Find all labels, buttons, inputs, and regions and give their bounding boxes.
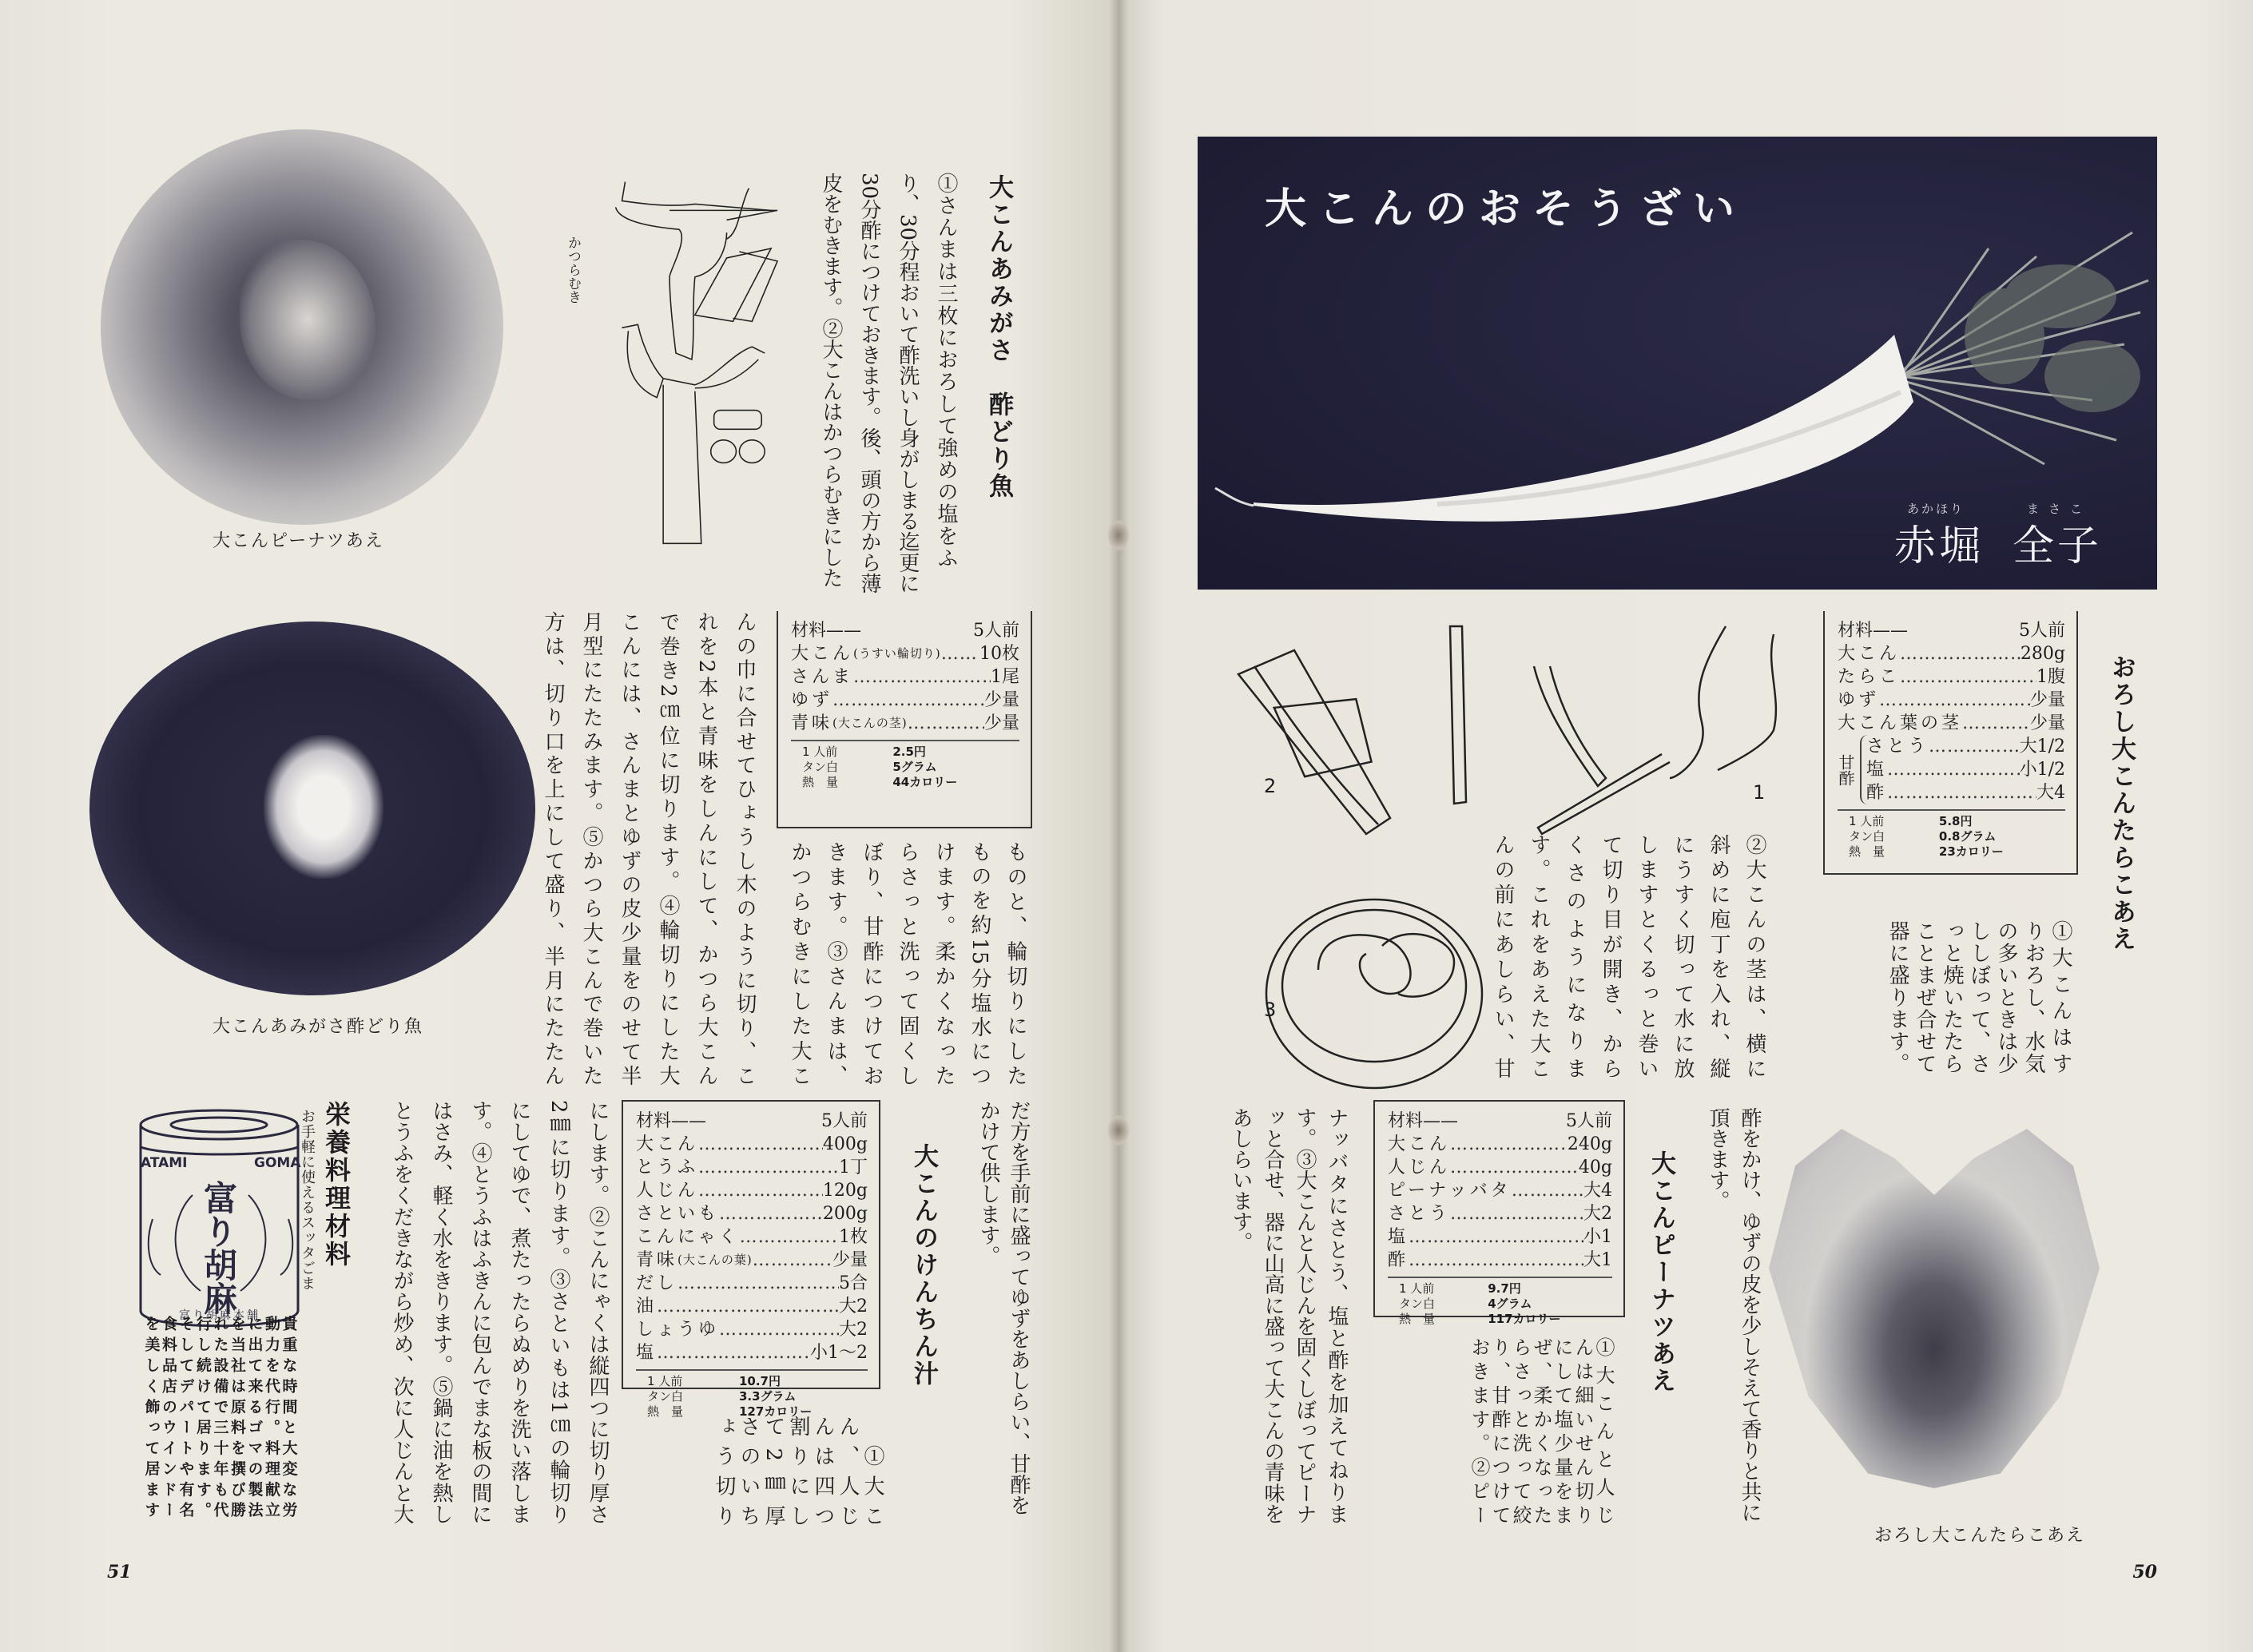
- dot-leader: [1879, 689, 2030, 712]
- recipe-steps-tarako-second: [1484, 834, 1772, 1078]
- text-column: にうすく切って水に放: [1671, 834, 1695, 1078]
- can-label-maker: 富り胡麻本舗: [179, 1309, 260, 1322]
- ad-subtitle: お手軽に使えるスッタごま: [299, 1109, 316, 1291]
- servings: 5人前: [2019, 621, 2065, 641]
- text-column: ッと合せ、器に山高に盛って大こんの青味を: [1261, 1107, 1285, 1524]
- dot-leader: [941, 642, 979, 665]
- ingredient-row: [1388, 1249, 1612, 1272]
- ingredient-quantity: 1枚: [839, 1227, 868, 1247]
- illustration-label: かつらむき: [565, 236, 581, 304]
- nutrition-label: 熱 量: [1849, 844, 1885, 859]
- text-column: て切り目が開き、から: [1599, 834, 1623, 1078]
- recipe-steps-amigasa-left: [534, 611, 764, 1086]
- ingredient-quantity: 40g: [1578, 1158, 1612, 1177]
- recipe-steps-amigasa-middle: [781, 841, 1033, 1086]
- ingredient-note: (大こんの葉): [677, 1253, 753, 1267]
- ingredient-note: (うすい輪切り): [853, 646, 941, 661]
- group-label: 甘酢: [1836, 753, 1855, 786]
- dot-leader: [1450, 1133, 1568, 1156]
- dot-leader: [657, 1341, 810, 1364]
- text-column: ①さんまは三枚におろして強めの塩をふ: [934, 173, 958, 568]
- ingredient-name: 大こん: [636, 1134, 699, 1154]
- nutrition-info: [791, 745, 1019, 790]
- stem-stick-drawing: [1450, 626, 1466, 804]
- text-column: 貴重な時間と大変な労: [280, 1316, 298, 1517]
- text-column: ①大こんはす: [2048, 920, 2072, 1074]
- can-label-main: 富り胡麻: [199, 1181, 238, 1315]
- ingredient-quantity: 少量: [2029, 690, 2065, 710]
- nutrition-value: 44カロリー: [892, 775, 958, 789]
- ingredient-name: 酢: [1866, 783, 1888, 803]
- text-column: 動力を代行。料理献立: [263, 1316, 280, 1517]
- page-number: 51: [107, 1562, 132, 1583]
- ingredients-header: [791, 619, 1019, 642]
- ingredient-quantity: 少量: [832, 1250, 868, 1270]
- ingredient-row: [636, 1202, 868, 1225]
- recipe-steps-peanut-second: [1225, 1107, 1353, 1524]
- ingredient-name: 酢: [1388, 1250, 1409, 1270]
- ingredient-quantity: 大4: [1583, 1181, 1612, 1201]
- photo-caption: おろし大こんたらこあえ: [1874, 1526, 2085, 1546]
- dot-leader: [1962, 712, 2030, 735]
- text-column: とうふをくだきながら炒め、次に人じんと大: [390, 1100, 414, 1524]
- nutrition-value: 117カロリー: [1488, 1312, 1561, 1326]
- ingredient-quantity: 大1/2: [2019, 737, 2065, 757]
- ingredients-box-kenchin: [622, 1100, 880, 1419]
- text-column: 方は、切り口を上にして盛り、半月にたたん: [541, 611, 565, 1086]
- recipe-steps-tarako-first: [1884, 920, 2074, 1074]
- ingredient-row: [1866, 735, 2065, 758]
- ingredient-row: [791, 712, 1019, 735]
- ingredient-row: [791, 665, 1019, 689]
- text-column: ①大こ: [860, 1416, 884, 1526]
- ingredients-label: 材料——: [636, 1111, 707, 1131]
- ingredient-quantity: 大4: [2036, 783, 2065, 803]
- ingredient-row: [636, 1156, 868, 1179]
- ingredients-box-tarako: [1823, 611, 2078, 875]
- can-label-latin-right: GOMA: [254, 1155, 301, 1171]
- title-banner: [1198, 137, 2157, 590]
- text-column: 月型にたたみます。⑤かつら大こんで巻いた: [579, 611, 603, 1086]
- ingredient-row: [636, 1249, 868, 1272]
- nutrition-label: 1 人前: [1399, 1281, 1435, 1296]
- text-column: りおろし、水気: [2021, 920, 2045, 1074]
- text-column: にします。②こんにゃくは縦四つに切り厚さ: [586, 1100, 610, 1524]
- dot-leader: [1887, 758, 2020, 781]
- text-column: を当社は原料を撰び勝: [228, 1316, 246, 1517]
- text-column: 2㎜に切ります。③さといもは1㎝の輪切り: [546, 1100, 570, 1524]
- text-column: を美しく飾って居ます: [142, 1316, 161, 1517]
- nutrition-label: 熱 量: [802, 775, 839, 789]
- ingredient-row: [1866, 758, 2065, 781]
- dot-leader: [698, 1156, 839, 1179]
- ingredient-name: 大こん: [791, 644, 854, 664]
- knife-and-hand-drawing: [1534, 626, 1776, 834]
- ingredient-row: [1838, 712, 2065, 735]
- ingredient-name: 油: [636, 1297, 658, 1316]
- ad-title: 栄養料理材料: [321, 1101, 352, 1269]
- nutrition-value: 23カロリー: [1938, 844, 2004, 859]
- nutrition-label: 1 人前: [647, 1374, 683, 1388]
- recipe-steps-amigasa-top: [812, 173, 965, 594]
- twisted-stems-drawing: [1238, 650, 1390, 834]
- ingredient-row: [1838, 642, 2065, 665]
- text-column: ことまぜ合せて: [1913, 920, 1937, 1074]
- nutrition-info: [1838, 814, 2065, 860]
- dot-leader: [908, 712, 984, 735]
- ingredients-header: [636, 1110, 868, 1133]
- ingredient-name: 塩: [1388, 1227, 1409, 1247]
- servings: 5人前: [1566, 1111, 1612, 1131]
- text-column: 酢をかけ、ゆずの皮を少しそえて香りと共に: [1738, 1107, 1762, 1523]
- ingredient-quantity: 小1〜2: [810, 1343, 868, 1363]
- ingredient-name: 大こん葉の茎: [1838, 713, 1963, 733]
- text-column: れた設備で三十年も代: [211, 1316, 229, 1517]
- ingredient-row: [791, 689, 1019, 712]
- ingredient-name: たらこ: [1838, 667, 1901, 687]
- text-column: はさみ、軽く水をきります。⑤鍋に油を熱し: [429, 1100, 453, 1524]
- text-column: らさっと洗って固くし: [896, 841, 920, 1086]
- text-column: ①大こんと人じ: [1592, 1337, 1615, 1524]
- nutrition-value: 3.3グラム: [738, 1389, 797, 1404]
- ingredient-row: [1388, 1156, 1612, 1179]
- text-column: けます。柔かくなった: [932, 841, 956, 1086]
- dot-leader: [719, 1202, 823, 1225]
- text-column: らさっと洗って絞: [1509, 1337, 1532, 1524]
- ingredient-name: しょうゆ: [636, 1320, 720, 1340]
- ingredient-name: ピーナッバタ: [1388, 1181, 1512, 1201]
- ingredient-name: 大こん: [1388, 1134, 1451, 1154]
- ingredient-row: [1838, 689, 2065, 712]
- ingredient-row: [636, 1318, 868, 1341]
- ingredient-note: (大こんの茎): [832, 716, 908, 730]
- text-column: にして塩少量をま: [1551, 1337, 1573, 1524]
- text-column: れを2本と青味をしんにして、かつら大こん: [694, 611, 718, 1086]
- ingredient-name: 青味: [791, 713, 833, 733]
- text-column: ん、人じ: [836, 1416, 860, 1526]
- ingredient-quantity: 少量: [983, 713, 1019, 733]
- nutrition-label: タン白: [1849, 829, 1885, 844]
- ingredient-quantity: 大2: [839, 1320, 868, 1340]
- divider: [636, 1369, 868, 1371]
- ingredient-quantity: 400g: [822, 1134, 868, 1154]
- banner-title: 大こんのおそうざい: [1265, 185, 1747, 233]
- text-column: ものを約15分塩水につ: [968, 841, 991, 1086]
- ingredient-name: さといも: [636, 1204, 720, 1224]
- can-label-latin-left: ATAMI: [141, 1155, 188, 1171]
- food-amigasa: [264, 735, 383, 879]
- dot-leader: [832, 689, 984, 712]
- author-surname: 赤堀: [1894, 522, 1985, 570]
- text-column: んの巾に合せてひょうし木のように切り、こ: [733, 611, 757, 1086]
- dot-leader: [1929, 735, 2020, 758]
- ingredient-row: [636, 1179, 868, 1202]
- ingredient-group: [1838, 735, 2065, 804]
- bowl-drawing: [1266, 899, 1482, 1088]
- photo-caption: 大こんピーナツあえ: [213, 531, 384, 551]
- nutrition-label: 熱 量: [647, 1404, 684, 1419]
- ingredient-row: [636, 1272, 868, 1295]
- ingredient-quantity: 小1: [1583, 1227, 1612, 1247]
- divider: [1838, 809, 2065, 811]
- ingredient-row: [1838, 665, 2065, 689]
- text-column: 行し続けて居ります。: [194, 1316, 212, 1517]
- dot-leader: [740, 1225, 839, 1249]
- ingredients-box-peanut: [1373, 1100, 1625, 1326]
- text-column: り、30分程おいて酢洗いし身がしまる迄更に: [896, 173, 920, 594]
- step-label: 1: [1753, 781, 1766, 804]
- nutrition-label: 1 人前: [1849, 814, 1885, 828]
- ingredient-name: 青味: [636, 1250, 678, 1270]
- text-column: り、甘酢につけて: [1488, 1337, 1511, 1524]
- ingredient-quantity: 1丁: [839, 1158, 868, 1177]
- ingredient-row: [636, 1341, 868, 1364]
- group-items: [1860, 735, 2065, 804]
- ingredient-name: 塩: [1866, 760, 1888, 780]
- nutrition-value: 5グラム: [892, 760, 937, 774]
- text-column: ②大こんの茎は、横に: [1742, 834, 1766, 1078]
- ingredient-name: 人じん: [636, 1181, 699, 1201]
- ingredient-row: [1866, 781, 2065, 804]
- text-column: あしらいます。: [1229, 1107, 1253, 1253]
- text-column: て2㎜厚: [761, 1416, 785, 1526]
- dot-leader: [698, 1133, 823, 1156]
- ingredient-name: こんにゃく: [636, 1227, 740, 1247]
- text-column: す。④とうふはふきんに包んでまな板の間に: [468, 1100, 492, 1524]
- ad-body: [142, 1316, 297, 1517]
- ingredient-name: さとう: [1388, 1204, 1451, 1224]
- ingredient-name: 塩: [636, 1343, 658, 1363]
- dot-leader: [677, 1272, 839, 1295]
- text-column: 器に盛ります。: [1885, 920, 1909, 1074]
- ingredient-quantity: 少量: [2029, 713, 2065, 733]
- servings: 5人前: [973, 621, 1019, 641]
- step-label: 2: [1264, 775, 1277, 797]
- ingredient-row: [636, 1225, 868, 1249]
- recipe-title-peanut: 大こんピーナツあえ: [1647, 1150, 1675, 1395]
- ingredient-row: [1388, 1225, 1612, 1249]
- ingredients-label: 材料——: [1838, 621, 1909, 641]
- text-column: んの前にあしらい、甘: [1491, 834, 1515, 1078]
- text-column: ょう切り: [712, 1416, 736, 1526]
- dot-leader: [1512, 1179, 1583, 1202]
- recipe-steps-kenchin-left: [382, 1100, 617, 1524]
- ingredient-name: さとう: [1866, 737, 1929, 757]
- recipe-steps-tarako-end: [1702, 1107, 1766, 1523]
- dot-leader: [753, 1249, 832, 1272]
- text-column: ぼり、甘酢につけてお: [860, 841, 884, 1086]
- nutrition-label: タン白: [647, 1389, 684, 1404]
- ingredient-row: [1388, 1133, 1612, 1156]
- katsuramuki-illustration: [568, 129, 784, 590]
- servings: 5人前: [821, 1111, 868, 1131]
- dot-leader: [657, 1295, 839, 1318]
- text-column: くさのようになりま: [1563, 834, 1587, 1078]
- ingredient-name: さんま: [791, 667, 854, 687]
- text-column: しますとくるっと巻い: [1635, 834, 1659, 1078]
- recipe-steps-amigasa-end: [973, 1100, 1034, 1515]
- text-column: にしてゆで、煮たったらぬめりを洗い落しま: [507, 1100, 531, 1524]
- ingredients-label: 材料——: [1388, 1111, 1459, 1131]
- text-column: の多いときは少: [1994, 920, 2018, 1074]
- page-number: 50: [2132, 1562, 2157, 1583]
- ingredient-row: [1388, 1179, 1612, 1202]
- ingredient-quantity: 5合: [839, 1273, 868, 1293]
- nutrition-value: 4グラム: [1488, 1297, 1532, 1311]
- ingredient-name: 大こん: [1838, 644, 1901, 664]
- nutrition-value: 2.5円: [892, 745, 926, 759]
- text-column: ぜ、柔かくなった: [1530, 1337, 1552, 1524]
- text-column: ナッバタにさとう、塩と酢を加えてねりま: [1325, 1107, 1349, 1524]
- binding-stitch: [1107, 1114, 1130, 1146]
- text-column: で巻き2㎝位に切ります。④輪切りにした大: [656, 611, 680, 1086]
- text-column: ししぼって、さ: [1967, 920, 1991, 1074]
- ingredient-name: 人じん: [1388, 1158, 1451, 1177]
- ingredient-row: [791, 642, 1019, 665]
- ingredient-row: [636, 1295, 868, 1318]
- ingredient-row: [1388, 1202, 1612, 1225]
- nutrition-value: 10.7円: [738, 1374, 781, 1388]
- ingredient-name: ゆず: [791, 690, 833, 710]
- dot-leader: [1887, 781, 2036, 804]
- text-column: ものと、輪切りにした: [1003, 841, 1027, 1086]
- text-column: に出て来るゴマの製法: [245, 1316, 264, 1517]
- step-label: 3: [1264, 999, 1277, 1021]
- text-column: 皮をむきます。②大こんはかつらむきにした: [819, 173, 843, 588]
- text-column: んは四つ: [811, 1416, 835, 1526]
- dot-leader: [853, 665, 991, 689]
- nutrition-label: タン白: [1399, 1297, 1436, 1311]
- text-column: 割りにし: [786, 1416, 810, 1526]
- ingredient-quantity: 280g: [2020, 644, 2065, 664]
- ingredient-row: [636, 1133, 868, 1156]
- nutrition-value: 0.8グラム: [1938, 829, 1997, 844]
- text-column: こんには、さんまとゆずの皮少量をのせて半: [618, 611, 642, 1086]
- photo-caption: 大こんあみがさ酢どり魚: [213, 1017, 424, 1037]
- recipe-title-kenchin: 大こんのけんちん汁: [909, 1143, 938, 1388]
- dot-leader: [1409, 1225, 1583, 1249]
- ingredient-quantity: 240g: [1567, 1134, 1612, 1154]
- ingredient-quantity: 1腹: [2036, 667, 2065, 687]
- dot-leader: [698, 1179, 823, 1202]
- ingredient-quantity: 大2: [1583, 1204, 1612, 1224]
- nutrition-info: [636, 1374, 868, 1420]
- text-column: 食料品店のウインドー: [160, 1316, 177, 1517]
- divider: [1388, 1277, 1612, 1278]
- nutrition-value: 9.7円: [1488, 1281, 1521, 1296]
- text-column: 頂きます。: [1706, 1107, 1730, 1211]
- text-column: かけて供します。: [976, 1100, 1000, 1266]
- ingredient-name: とうふ: [636, 1158, 699, 1177]
- dot-leader: [1450, 1156, 1579, 1179]
- binding-stitch: [1107, 519, 1130, 551]
- recipe-steps-peanut-first: [1468, 1337, 1614, 1524]
- text-column: す。③大こんと人じんを固くしぼってピーナ: [1293, 1107, 1317, 1524]
- nutrition-value: 127カロリー: [738, 1404, 813, 1419]
- ingredient-quantity: 大1: [1583, 1250, 1612, 1270]
- nutrition-info: [1388, 1281, 1612, 1327]
- text-column: んは細いせん切り: [1572, 1337, 1594, 1524]
- recipe-title-amigasa: 大こんあみがさ 酢どり魚: [984, 174, 1013, 500]
- dot-leader: [1900, 642, 2021, 665]
- dot-leader: [719, 1318, 839, 1341]
- recipe-title-tarako: おろし大こんたらこあえ: [2107, 654, 2136, 953]
- divider: [791, 740, 1019, 741]
- left-page: [0, 0, 1119, 1652]
- ingredient-quantity: 小1/2: [2019, 760, 2065, 780]
- text-column: そしてデパートや有名: [177, 1316, 195, 1517]
- author-surname-ruby: あかほり: [1907, 502, 1965, 516]
- ingredients-label: 材料——: [791, 621, 862, 641]
- author-given: 全子: [2013, 522, 2103, 570]
- nutrition-value: 5.8円: [1938, 814, 1973, 828]
- text-column: きます。③さんまは、: [824, 841, 848, 1086]
- nutrition-label: タン白: [802, 760, 839, 774]
- text-column: おきます。②ピー: [1468, 1337, 1490, 1524]
- recipe-steps-kenchin-top: [711, 1416, 884, 1526]
- ingredient-name: ゆず: [1838, 690, 1880, 710]
- text-column: 斜めに庖丁を入れ、縦: [1707, 834, 1730, 1078]
- text-column: かつらむきにした大こ: [788, 841, 812, 1086]
- ingredients-box-amigasa: [777, 611, 1032, 828]
- nutrition-label: 1 人前: [802, 745, 838, 759]
- dot-leader: [1900, 665, 2036, 689]
- page-gutter: [1109, 0, 1128, 1652]
- dot-leader: [1450, 1202, 1583, 1225]
- ingredient-quantity: 10枚: [979, 644, 1019, 664]
- author-given-ruby: まさこ: [2027, 502, 2092, 516]
- text-column: す。これをあえた大こ: [1527, 834, 1551, 1078]
- ingredient-name: だし: [636, 1273, 678, 1293]
- dot-leader: [1409, 1249, 1583, 1272]
- ingredient-quantity: 120g: [822, 1181, 868, 1201]
- nutrition-label: 熱 量: [1399, 1312, 1436, 1326]
- ingredients-header: [1388, 1110, 1612, 1133]
- ingredients-header: [1838, 619, 2065, 642]
- text-column: っと焼いたたら: [1940, 920, 1964, 1074]
- text-column: だ方を手前に盛ってゆずをあしらい、甘酢を: [1007, 1100, 1031, 1515]
- ingredient-quantity: 少量: [983, 690, 1019, 710]
- ingredient-quantity: 200g: [822, 1204, 868, 1224]
- ingredient-quantity: 大2: [839, 1297, 868, 1316]
- ingredient-quantity: 1尾: [991, 667, 1019, 687]
- text-column: さのいち: [737, 1416, 761, 1526]
- text-column: 30分酢につけておきます。後、頭の方から薄: [857, 173, 881, 594]
